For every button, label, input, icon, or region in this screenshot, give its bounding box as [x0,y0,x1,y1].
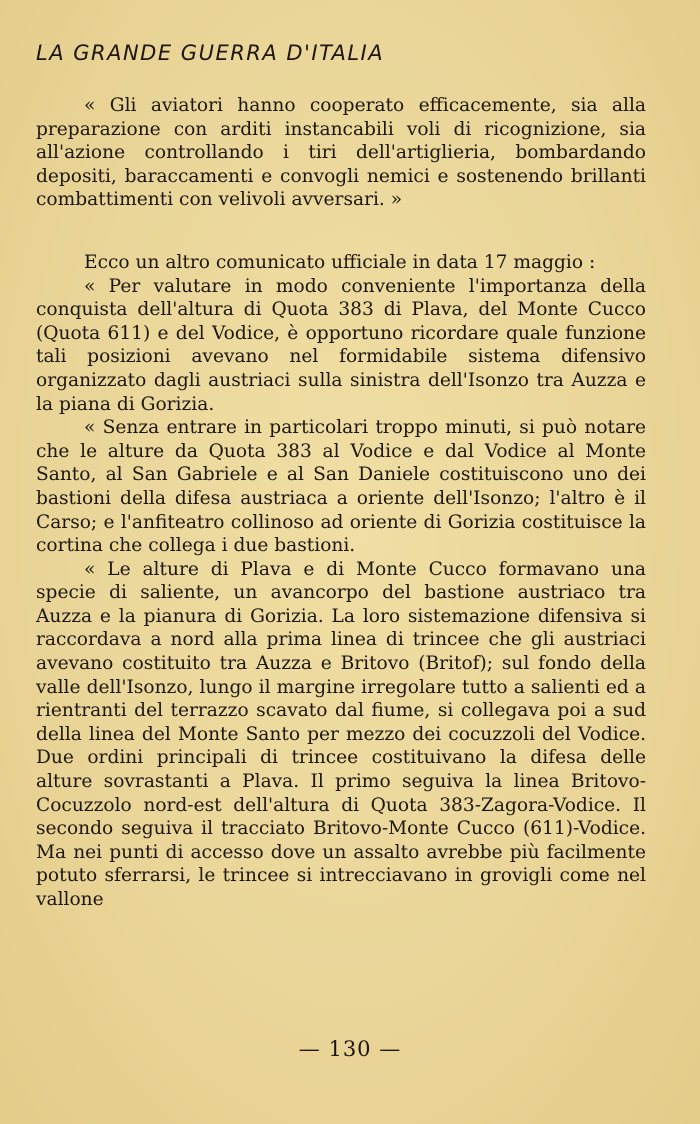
paragraph-bastions: « Senza entrare in particolari troppo minuti, si può notare che le alture da Quota 383 al Vodice e dal Vodice al Monte Santo, al San Gabriele e al San Daniele costituiscono uno dei bastioni della difesa austriaca a oriente dell'Isonzo; l'altro è il Carso; e l'anfiteatro collinoso ad oriente di Gorizia costituisce la cortina che collega i due bastioni. [36,417,646,557]
body-text [36,94,646,912]
page-number: — 130 — [298,1037,402,1061]
paragraph-quota-383: « Per valutare in modo conveniente l'importanza della conquista dell'altura di Quota 383 di Plava, del Monte Cucco (Quota 611) e del Vodice, è opportuno ricordare quale funzione tali posizioni avevano nel formidabile sistema difensivo organizzato dagli austriaci sulla sinistra dell'Isonzo tra Auzza e la piana di Gorizia. [36,275,646,415]
paragraph-communique-intro: Ecco un altro comunicato ufficiale in data 17 maggio : [84,251,596,273]
paragraph-plava-heights: « Le alture di Plava e di Monte Cucco formavano una specie di saliente, un avancorpo del bastione austriaco tra Auzza e la pianura di Gorizia. La loro sistemazione difensiva si raccordava a nord alla prima linea di trincee che gli austriaci avevano costituito tra Auzza e Britovo (Britof); sul fondo della valle dell'Isonzo, lungo il margine irregolare tutto a salienti ed a rientranti del terrazzo scavato dal fiume, si collegava poi a sud della linea del Monte Santo per mezzo dei cocuzzoli del Vodice. Due ordini principali di trincee costituivano la difesa delle alture sovrastanti a Plava. Il primo seguiva la linea Britovo-Cocuzzolo nord-est dell'altura di Quota 383-Zagora-Vodice. Il secondo seguiva il tracciato Britovo-Monte Cucco (611)-Vodice. Ma nei punti di accesso dove un assalto avrebbe più facilmente potuto sferrarsi, le trincee si intrecciavano in grovigli come nel vallone [36,558,646,910]
book-page [36,38,646,1098]
running-head-title: LA GRANDE GUERRA D'ITALIA [36,41,385,65]
paragraph-aviators-quote: « Gli aviatori hanno cooperato efficacemente, sia alla preparazione con arditi instancabili voli di ricognizione, sia all'azione controllando i tiri dell'artiglieria, bombardando depositi, baraccamenti e convogli nemici e sostenendo brillanti combattimenti con velivoli avversari. » [36,95,646,211]
